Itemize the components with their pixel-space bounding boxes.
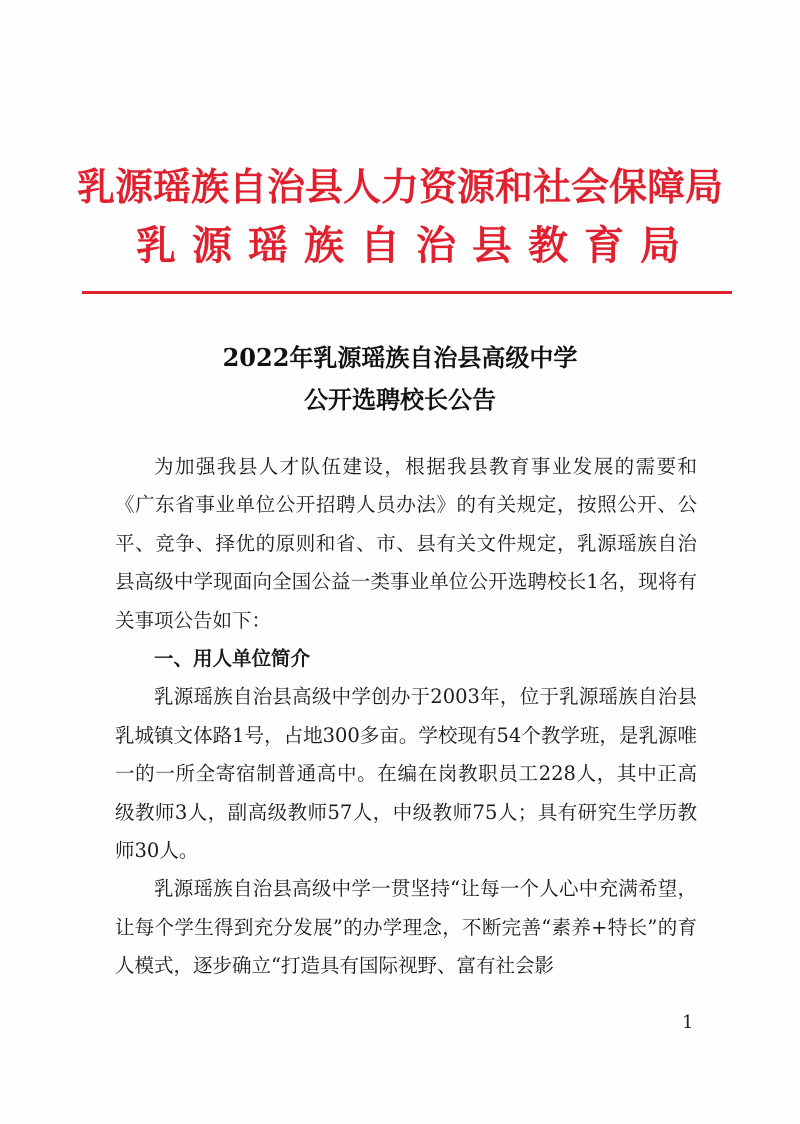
page-number: 1 bbox=[682, 1012, 694, 1033]
employer-intro-paragraph-1: 乳源瑶族自治县高级中学创办于2003年，位于乳源瑶族自治县乳城镇文体路1号，占地300多亩。学校现有54个教学班，是乳源唯一的一所全寄宿制普通高中。在编在岗教职员工228人，其中正高级教师3人，副高级教师57人，中级教师75人；具有研究生学历教师30人。 bbox=[115, 685, 697, 863]
document-title-line2: 公开选聘校长公告 bbox=[304, 385, 496, 414]
section-heading-employer-intro: 一、用人单位简介 bbox=[154, 647, 311, 671]
red-header-divider bbox=[82, 291, 732, 294]
document-title-line1: 2022年乳源瑶族自治县高级中学 bbox=[222, 343, 578, 372]
document-body bbox=[115, 448, 697, 986]
issuing-org-education-bureau: 乳源瑶族自治县教育局 bbox=[136, 223, 696, 269]
employer-intro-paragraph-2: 乳源瑶族自治县高级中学一贯坚持“让每一个人心中充满希望，让每个学生得到充分发展”的办学理念，不断完善“素养+特长”的育人模式，逐步确立“打造具有国际视野、富有社会影 bbox=[115, 877, 697, 978]
intro-paragraph: 为加强我县人才队伍建设，根据我县教育事业发展的需要和《广东省事业单位公开招聘人员办法》的有关规定，按照公开、公平、竞争、择优的原则和省、市、县有关文件规定，乳源瑶族自治县高级中学现面向全国公益一类事业单位公开选聘校长1名，现将有关事项公告如下： bbox=[115, 455, 697, 632]
issuing-org-hrss-bureau: 乳源瑶族自治县人力资源和社会保障局 bbox=[76, 165, 723, 209]
